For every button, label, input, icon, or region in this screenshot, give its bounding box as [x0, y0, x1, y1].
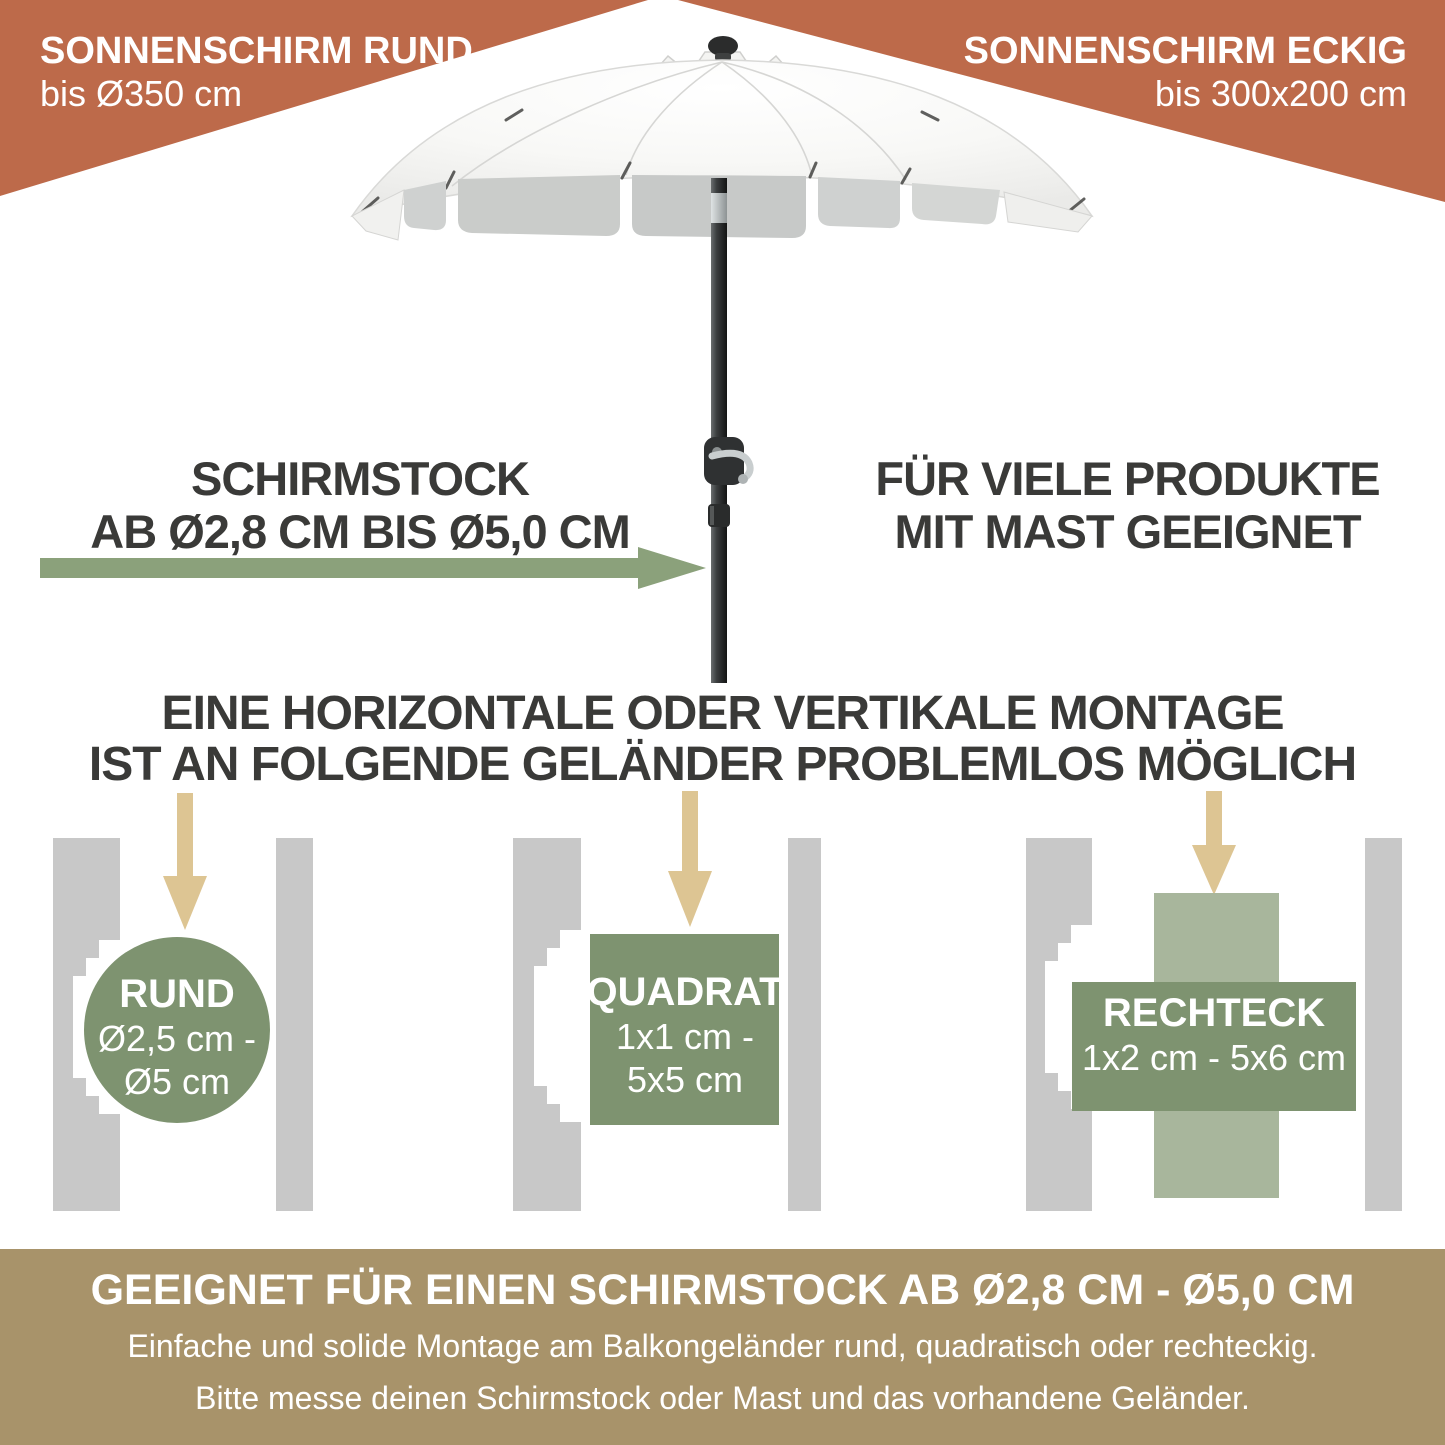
banner-title: GEEIGNET FÜR EINEN SCHIRMSTOCK AB Ø2,8 CM - Ø5,0 CM [90, 1266, 1355, 1314]
montage-heading-line1: EINE HORIZONTALE ODER VERTIKALE MONTAGE [161, 687, 1284, 740]
square-profile-label: QUADRAT [586, 970, 784, 1014]
square-profile-size2: 5x5 cm [626, 1059, 744, 1100]
railing-bar-notched [513, 838, 581, 1211]
banner-text-line3: Bitte messe deinen Schirmstock oder Mast und das vorhandene Geländer. [195, 1380, 1250, 1416]
header-left-title: SONNENSCHIRM RUND [40, 30, 473, 72]
schirmstock-label-line2: AB Ø2,8 CM BIS Ø5,0 CM [90, 505, 630, 558]
rect-profile-size1: 1x2 cm - 5x6 cm [1081, 1037, 1347, 1078]
mast-label-line1: FÜR VIELE PRODUKTE [875, 452, 1380, 505]
round-profile-size2: Ø5 cm [123, 1061, 230, 1102]
pole-silver-collar [711, 193, 727, 223]
railing-bar [276, 838, 313, 1211]
umbrella-icon [352, 36, 1092, 683]
banner-text-line2: Einfache und solide Montage am Balkongeländer rund, quadratisch oder rechteckig. [127, 1328, 1318, 1364]
down-arrow-icon-square [668, 791, 712, 927]
umbrella-pole [711, 178, 727, 683]
header-left-subtitle: bis Ø350 cm [40, 73, 243, 114]
rect-profile-label: RECHTECK [1102, 991, 1326, 1035]
railing-bar [788, 838, 821, 1211]
header-right-subtitle: bis 300x200 cm [1154, 73, 1407, 114]
header-right-title: SONNENSCHIRM ECKIG [963, 30, 1407, 72]
mast-label-line2: MIT MAST GEEIGNET [894, 505, 1361, 558]
railing-bar [1365, 838, 1402, 1211]
square-profile-size1: 1x1 cm - [615, 1016, 755, 1057]
round-profile-label: RUND [119, 972, 235, 1016]
down-arrow-icon-round [163, 793, 207, 930]
schirmstock-label-line1: SCHIRMSTOCK [190, 452, 530, 505]
montage-heading-line2: IST AN FOLGENDE GELÄNDER PROBLEMLOS MÖGLICH [88, 738, 1357, 791]
round-profile-size1: Ø2,5 cm - [97, 1018, 257, 1059]
down-arrow-icon-rect [1192, 791, 1236, 895]
